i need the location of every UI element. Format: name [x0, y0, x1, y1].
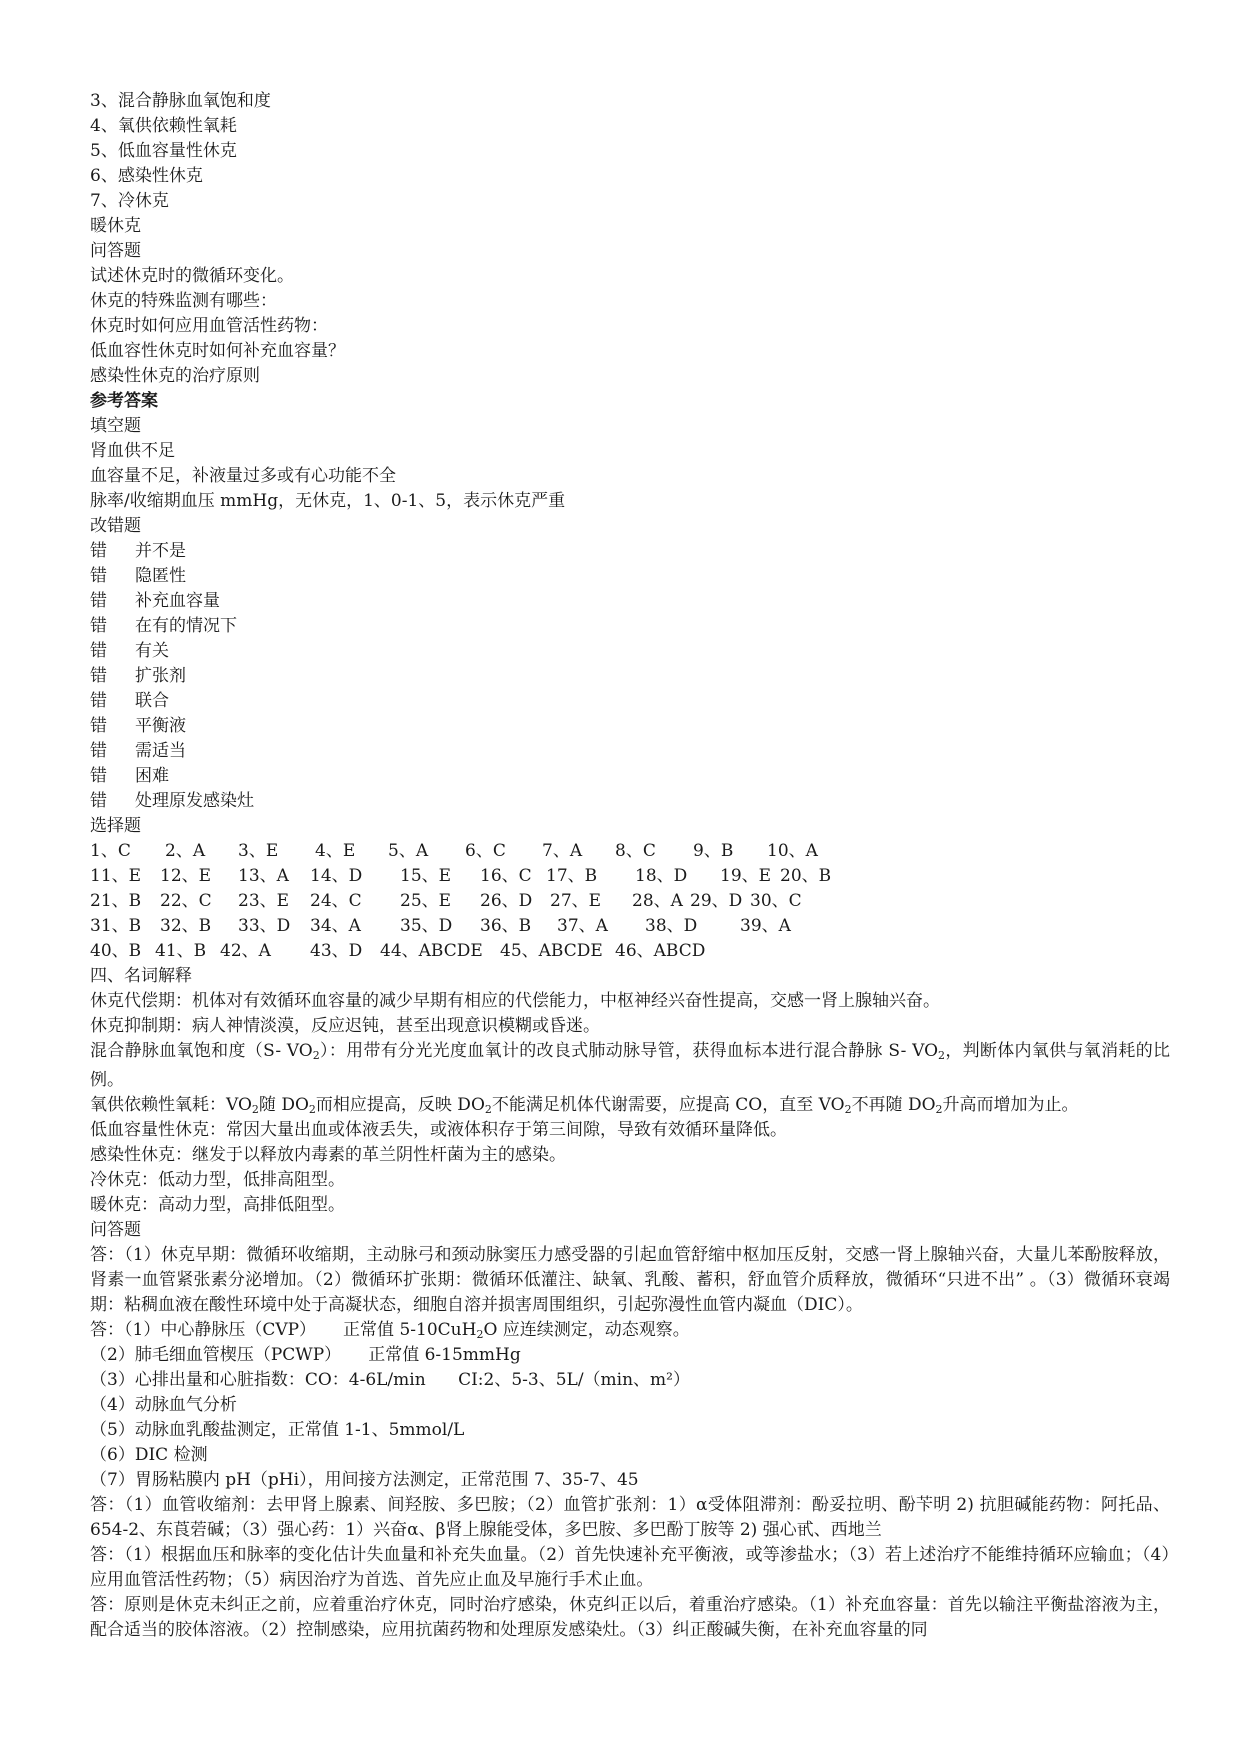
list-item: 暖休克	[90, 216, 141, 236]
term-item: 暖休克：高动力型，高排低阻型。	[90, 1195, 345, 1215]
choice-answer: 6、C	[465, 841, 506, 861]
choice-answer: 7、A	[542, 841, 583, 861]
correction-mark: 错	[90, 716, 107, 736]
correction-mark: 错	[90, 641, 107, 661]
qa-answer-2-line: （3）心排出量和心脏指数：CO：4-6L/min CI:2、5-3、5L/（min、m²）	[90, 1370, 690, 1390]
choice-answer: 11、E	[90, 866, 142, 886]
choice-answer: 5、A	[388, 841, 429, 861]
correction-text: 并不是	[135, 541, 186, 561]
choice-row	[90, 939, 1170, 964]
qa-answer-1: 答：（1）休克早期：微循环收缩期，主动脉弓和颈动脉窦压力感受器的引起血管舒缩中枢加压反射，交感一肾上腺轴兴奋，大量儿苯酚胺释放，肾素一血管紧张素分泌增加。（2）微循环扩张期：微循环低灌注、缺氧、乳酸、蓄积，舒血管介质释放，微循环“只进不出” 。（3）微循环衰竭期：粘稠血液在酸性环境中处于高凝状态，细胞自溶并损害周围组织，引起弥漫性血管内凝血（DIC）。	[90, 1245, 1170, 1315]
question-item: 休克时如何应用血管活性药物：	[90, 316, 328, 336]
correction-mark: 错	[90, 616, 107, 636]
term-item: 休克代偿期：机体对有效循环血容量的减少早期有相应的代偿能力，中枢神经兴奋性提高，交感一肾上腺轴兴奋。	[90, 991, 940, 1011]
choice-answer: 27、E	[550, 891, 602, 911]
term-item: 休克抑制期：病人神情淡漠，反应迟钝，甚至出现意识模糊或昏迷。	[90, 1016, 600, 1036]
choice-answer: 34、A	[310, 916, 361, 936]
question-item: 低血容性休克时如何补充血容量？	[90, 341, 345, 361]
choice-answer: 35、D	[400, 916, 453, 936]
correction-item	[90, 664, 1170, 689]
choice-answer: 21、B	[90, 891, 142, 911]
choice-answer: 4、E	[315, 841, 356, 861]
qa-answer-2-line: （5）动脉血乳酸盐测定，正常值 1-1、5mmol/L	[90, 1420, 465, 1440]
choice-answer: 3、E	[238, 841, 279, 861]
choice-answer: 24、C	[310, 891, 362, 911]
term-item: 感染性休克：继发于以释放内毒素的革兰阴性杆菌为主的感染。	[90, 1145, 566, 1165]
correction-text: 需适当	[135, 741, 186, 761]
choice-answer: 20、B	[780, 866, 832, 886]
correction-mark: 错	[90, 566, 107, 586]
qa-answer-2-line: 答：（1）中心静脉压（CVP） 正常值 5-10CuH$_2$O 应连续测定，动态观察。	[90, 1320, 690, 1341]
term-item: 冷休克：低动力型，低排高阻型。	[90, 1170, 345, 1190]
corrections-list	[90, 539, 1170, 814]
term-item: 低血容量性休克：常因大量出血或体液丢失，或液体积存于第三间隙，导致有效循环量降低。	[90, 1120, 787, 1140]
correction-item	[90, 764, 1170, 789]
qa-answer-2-line: （2）肺毛细血管楔压（PCWP） 正常值 6-15mmHg	[90, 1345, 521, 1365]
document-page	[90, 89, 1170, 1643]
choice-answer: 38、D	[645, 916, 698, 936]
correction-text: 在有的情况下	[135, 616, 237, 636]
correction-text: 隐匿性	[135, 566, 186, 586]
choice-answer: 46、ABCD	[615, 941, 706, 961]
choice-answer: 43、D	[310, 941, 363, 961]
fill-answer: 脉率/收缩期血压 mmHg，无休克，1、0-1、5，表示休克严重	[90, 491, 566, 511]
choice-answer: 37、A	[557, 916, 608, 936]
correction-text: 补充血容量	[135, 591, 220, 611]
correction-text: 联合	[135, 691, 169, 711]
correction-text: 平衡液	[135, 716, 186, 736]
question-item: 试述休克时的微循环变化。	[90, 266, 294, 286]
correction-mark: 错	[90, 541, 107, 561]
choice-answer: 23、E	[238, 891, 290, 911]
choice-answer: 15、E	[400, 866, 452, 886]
list-item: 3、混合静脉血氧饱和度	[90, 91, 271, 111]
qa-answer-3: 答：（1）血管收缩剂：去甲肾上腺素、间羟胺、多巴胺；（2）血管扩张剂：1）α受体阻滞剂：酚妥拉明、酚苄明 2) 抗胆碱能药物：阿托品、654-2、东莨菪碱；（3）强心药：1）兴奋α、β肾上腺能受体，多巴胺、多巴酚丁胺等 2) 强心甙、西地兰	[90, 1495, 1170, 1540]
section-heading-choice: 选择题	[90, 816, 141, 836]
choice-answer: 17、B	[546, 866, 598, 886]
correction-mark: 错	[90, 591, 107, 611]
choice-answer: 36、B	[480, 916, 532, 936]
choice-row	[90, 864, 1170, 889]
correction-text: 有关	[135, 641, 169, 661]
choice-answer: 9、B	[693, 841, 734, 861]
section-heading-correct: 改错题	[90, 516, 141, 536]
correction-mark: 错	[90, 691, 107, 711]
fill-answer: 血容量不足，补液量过多或有心功能不全	[90, 466, 396, 486]
choice-answer: 18、D	[635, 866, 688, 886]
choice-answer: 8、C	[615, 841, 656, 861]
choice-answer: 32、B	[160, 916, 212, 936]
question-item: 休克的特殊监测有哪些：	[90, 291, 277, 311]
qa-answer-2-line: （4）动脉血气分析	[90, 1395, 237, 1415]
choice-answer: 12、E	[160, 866, 212, 886]
list-item: 4、氧供依赖性氧耗	[90, 116, 237, 136]
list-item: 7、冷休克	[90, 191, 169, 211]
list-item: 6、感染性休克	[90, 166, 203, 186]
correction-mark: 错	[90, 741, 107, 761]
section-heading-terms: 四、名词解释	[90, 966, 192, 986]
choice-answer: 1、C	[90, 841, 131, 861]
choice-answers	[90, 839, 1170, 964]
section-heading-qa-answers: 问答题	[90, 1220, 141, 1240]
choice-answer: 14、D	[310, 866, 363, 886]
choice-answer: 39、A	[740, 916, 791, 936]
choice-row	[90, 839, 1170, 864]
choice-answer: 19、E	[720, 866, 772, 886]
choice-answer: 16、C	[480, 866, 532, 886]
choice-answer: 28、A	[632, 891, 683, 911]
choice-row	[90, 889, 1170, 914]
fill-answer: 肾血供不足	[90, 441, 175, 461]
correction-item	[90, 539, 1170, 564]
choice-answer: 44、ABCDE	[380, 941, 483, 961]
section-heading-fill: 填空题	[90, 416, 141, 436]
qa-answer-4: 答：（1）根据血压和脉率的变化估计失血量和补充失血量。（2）首先快速补充平衡液，或等渗盐水；（3）若上述治疗不能维持循环应输血；（4）应用血管活性药物；（5）病因治疗为首选、首先应止血及早施行手术止血。	[90, 1545, 1170, 1590]
qa-answer-2-line: （6）DIC 检测	[90, 1445, 208, 1465]
correction-mark: 错	[90, 666, 107, 686]
choice-answer: 29、D	[690, 891, 743, 911]
term-item: 氧供依赖性氧耗：$VO_2$随 $DO_2$而相应提高，反映 $DO_2$不能满足机体代谢需要，应提高 CO，直至 $VO_2$不再随 $DO_2$升高而增加为止。	[90, 1095, 1079, 1116]
choice-answer: 40、B	[90, 941, 142, 961]
choice-answer: 22、C	[160, 891, 212, 911]
correction-item	[90, 789, 1170, 814]
correction-item	[90, 614, 1170, 639]
list-item: 5、低血容量性休克	[90, 141, 237, 161]
correction-text: 处理原发感染灶	[135, 791, 254, 811]
choice-answer: 30、C	[750, 891, 802, 911]
choice-answer: 2、A	[165, 841, 206, 861]
choice-row	[90, 914, 1170, 939]
correction-mark: 错	[90, 766, 107, 786]
choice-answer: 33、D	[238, 916, 291, 936]
answers-title: 参考答案	[90, 391, 158, 411]
correction-text: 扩张剂	[135, 666, 186, 686]
correction-text: 困难	[135, 766, 169, 786]
choice-answer: 41、B	[155, 941, 207, 961]
correction-item	[90, 564, 1170, 589]
choice-answer: 31、B	[90, 916, 142, 936]
choice-answer: 13、A	[238, 866, 289, 886]
choice-answer: 26、D	[480, 891, 533, 911]
choice-answer: 45、ABCDE	[500, 941, 603, 961]
choice-answer: 10、A	[767, 841, 818, 861]
section-heading-qa: 问答题	[90, 241, 141, 261]
qa-answer-2-line: （7）胃肠粘膜内 pH（pHi），用间接方法测定，正常范围 7、35-7、45	[90, 1470, 639, 1490]
correction-item	[90, 739, 1170, 764]
term-item: 混合静脉血氧饱和度（S- $VO_2$）：用带有分光光度血氧计的改良式肺动脉导管，获得血标本进行混合静脉 S- $VO_2$，判断体内氧供与氧消耗的比例。	[90, 1041, 1171, 1090]
correction-item	[90, 689, 1170, 714]
correction-mark: 错	[90, 791, 107, 811]
choice-answer: 42、A	[220, 941, 271, 961]
question-item: 感染性休克的治疗原则	[90, 366, 260, 386]
correction-item	[90, 639, 1170, 664]
correction-item	[90, 589, 1170, 614]
qa-answer-5: 答：原则是休克未纠正之前，应着重治疗休克，同时治疗感染，休克纠正以后，着重治疗感染。（1）补充血容量：首先以输注平衡盐溶液为主，配合适当的胶体溶液。（2）控制感染，应用抗菌药物和处理原发感染灶。（3）纠正酸碱失衡，在补充血容量的同	[90, 1595, 1170, 1640]
correction-item	[90, 714, 1170, 739]
choice-answer: 25、E	[400, 891, 452, 911]
